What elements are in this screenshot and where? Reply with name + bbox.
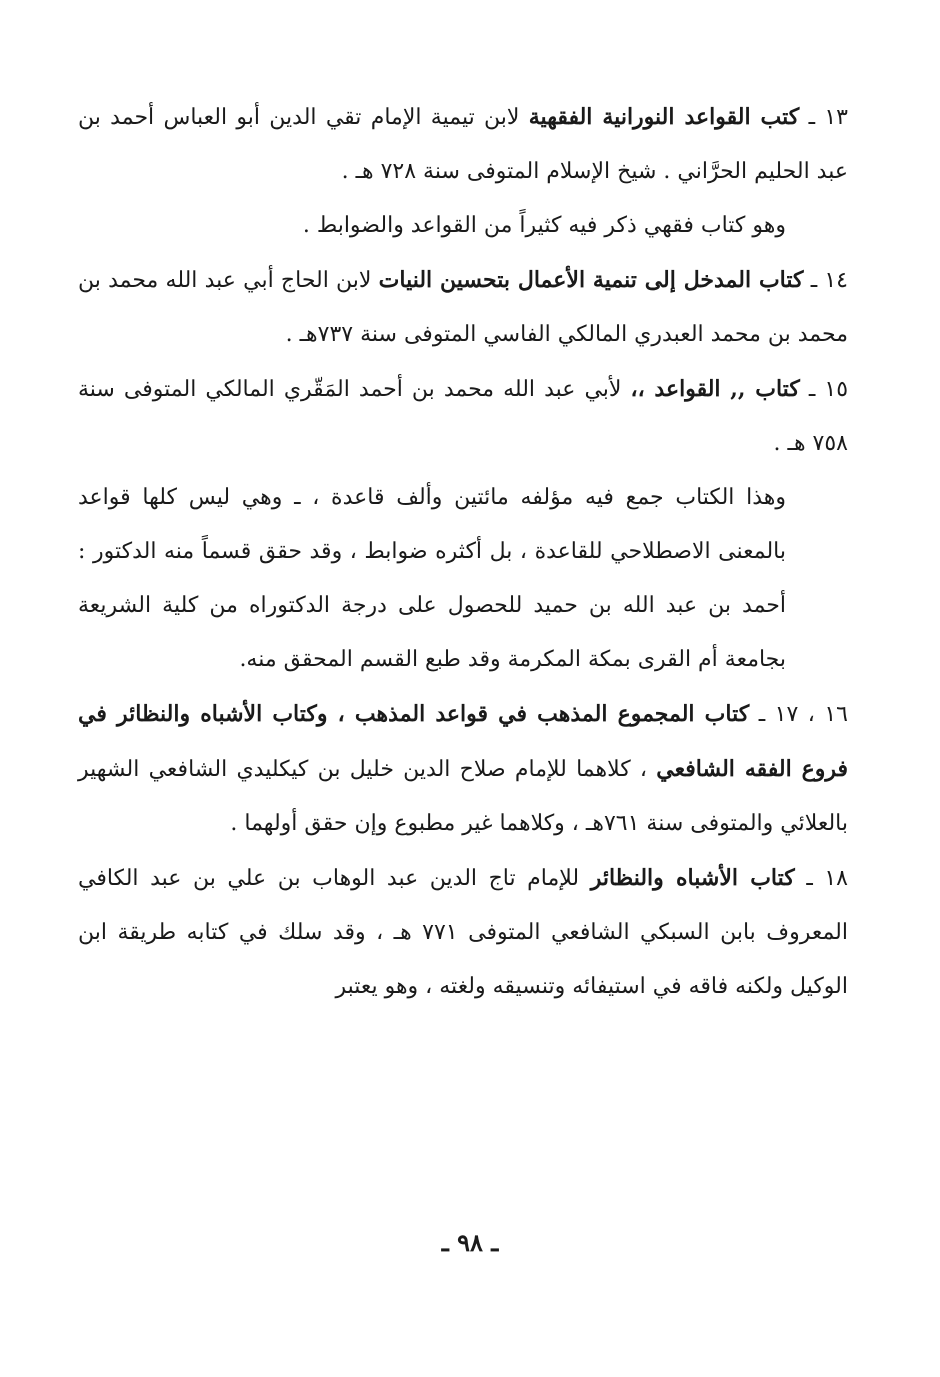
entry-number: ١٥ ـ bbox=[808, 377, 849, 402]
entry-text: لأبي عبد الله محمد بن أحمد المَقّري المالكي المتوفى سنة ٧٥٨ هـ . bbox=[78, 377, 848, 456]
entry-title: كتب القواعد النورانية الفقهية bbox=[528, 104, 800, 130]
entry-title: كتاب المدخل إلى تنمية الأعمال بتحسين النيات bbox=[378, 267, 804, 293]
entry-13 bbox=[78, 90, 848, 199]
entry-title: كتاب المجموع المذهب في قواعد المذهب ، وكتاب الأشباه والنظائر في فروع الفقه الشافعي bbox=[78, 701, 848, 782]
entry-16-17 bbox=[78, 687, 848, 851]
entry-text: لابن تيمية الإمام تقي الدين أبو العباس أحمد بن عبد الحليم الحرَّاني . شيخ الإسلام المتوفى سنة ٧٢٨ هـ . bbox=[78, 105, 848, 184]
entry-text: للإمام تاج الدين عبد الوهاب بن علي بن عبد الكافي المعروف بابن السبكي الشافعي المتوفى ٧٧١ هـ ، وقد سلك في كتابه طريقة ابن الوكيل ولكنه فاقه في استيفائه وتنسيقه ولغته ، وهو يعتبر bbox=[78, 866, 848, 999]
entry-number: ١٣ ـ bbox=[808, 105, 848, 130]
entry-title: كتاب ,, القواعد ،، bbox=[630, 376, 800, 402]
entry-text: ، كلاهما للإمام صلاح الدين خليل بن كيكليدي الشافعي الشهير بالعلائي والمتوفى سنة ٧٦١هـ ، وكلاهما غير مطبوع وإن حقق أولهما . bbox=[78, 757, 848, 836]
entry-number: ١٤ ـ bbox=[810, 268, 848, 293]
entry-continuation bbox=[78, 471, 848, 687]
page-body bbox=[78, 90, 848, 1014]
page-number: ـ ٩٨ ـ bbox=[441, 1228, 499, 1257]
entry-continuation bbox=[78, 199, 848, 253]
entry-18 bbox=[78, 851, 848, 1014]
entry-15 bbox=[78, 362, 848, 471]
entry-text: لابن الحاج أبي عبد الله محمد بن محمد بن محمد العبدري المالكي الفاسي المتوفى سنة ٧٣٧هـ . bbox=[78, 268, 848, 347]
entry-number: ١٨ ـ bbox=[806, 866, 848, 891]
entry-continuation-text: وهذا الكتاب جمع فيه مؤلفه مائتين وألف قاعدة ، ـ وهي ليس كلها قواعد بالمعنى الاصطلاحي للقاعدة ، بل أكثره ضوابط ، وقد حقق قسماً منه الدكتور : أحمد بن عبد الله بن حميد للحصول على درجة الدكتوراه من كلية الشريعة بجامعة أم القرى بمكة المكرمة وقد طبع القسم المحقق منه. bbox=[78, 485, 786, 672]
entry-title: كتاب الأشباه والنظائر bbox=[590, 865, 795, 891]
entry-number: ١٦ ، ١٧ ـ bbox=[758, 702, 848, 727]
entry-14 bbox=[78, 253, 848, 362]
entry-continuation-text: وهو كتاب فقهي ذكر فيه كثيراً من القواعد والضوابط . bbox=[302, 213, 786, 238]
